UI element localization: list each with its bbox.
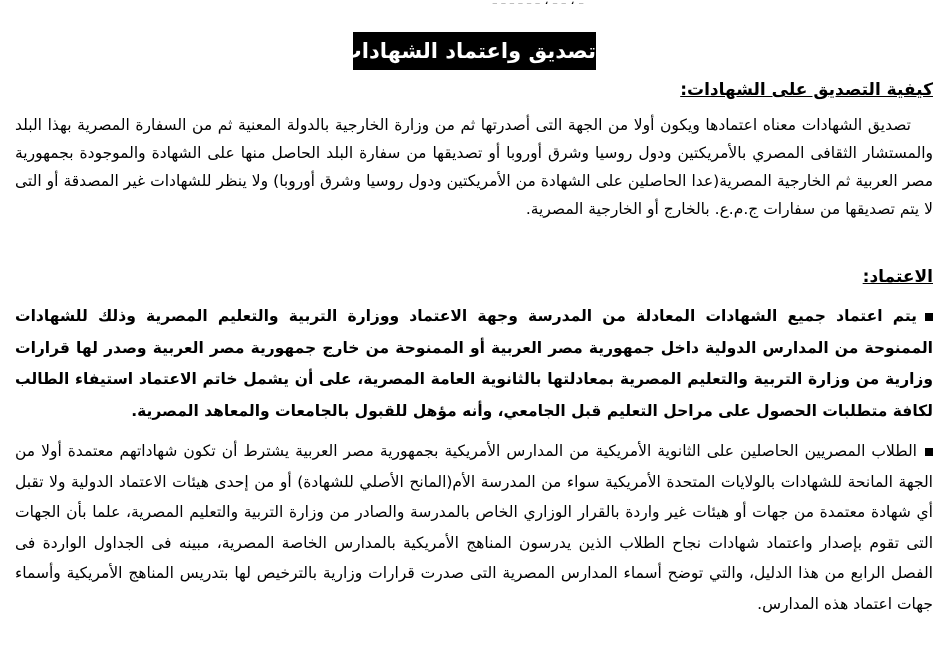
- certification-paragraph-text: تصديق الشهادات معناه اعتمادها ويكون أولا من الجهة التى أصدرتها ثم من وزارة الخارجية بالدولة المعنية ثم من السفارة المصرية بهذا البلد والمستشار الثقافى المصري بالأمريكتين ودول روسيا وشرق أوروبا أو تصديقها من سفارة البلد الحاصل منها على الشهادة والموجودة بجمهورية مصر العربية ثم الخارجية المصرية(عدا الحاصلين على الشهادة من الأمريكتين ودول روسيا وشرق أوروبا) ولا ينظر للشهادات غير المصدقة أو التى لا يتم تصديقها من سفارات ج.م.ع. بالخارج أو الخارجية المصرية.: [15, 116, 933, 218]
- accreditation-bullet-2-text: الطلاب المصريين الحاصلين على الثانوية الأمريكية من المدارس الأمريكية بجمهورية مصر العربية يشترط أن تكون شهاداتهم معتمدة أولا من الجهة المانحة للشهادات بالولايات المتحدة الأمريكية سواء من المدرسة الأم(المانح الأصلي للشهادة) أو من إحدى هيئات الاعتماد الدولية ولا تقبل أي شهادة معتمدة من جهات أو هيئات غير واردة بالقرار الوزاري الخاص بالمدرسة والصادر من وزارة التربية والتعليم المصرية، علما بأن الجهات التى تقوم بإصدار واعتماد شهادات نجاح الطلاب الذين يدرسون المناهج الأمريكية بالمدارس الخاصة المصرية، مبينه فى الجداول الواردة فى الفصل الرابع من هذا الدليل، والتي توضح أسماء المدارس المصرية التى صدرت قرارات وزارية بالترخيص لها بتدريس المناهج الأمريكية وأسماء جهات اعتماد هذه المدارس.: [15, 442, 933, 613]
- square-bullet-icon: [925, 313, 933, 321]
- accreditation-bullet-1-text: يتم اعتماد جميع الشهادات المعادلة من المدرسة وجهة الاعتماد ووزارة التربية والتعليم المصرية وذلك للشهادات الممنوحة من المدارس الدولية داخل جمهورية مصر العربية أو الممنوحة من خارج جمهورية مصر العربية وصدر لها قرارات وزارية من وزارة التربية والتعليم المصرية بمعادلتها بالثانوية العامة المصرية، على أن يشمل خاتم الاعتماد استيفاء الطالب لكافة متطلبات الحصول على مراحل التعليم قبل الجامعي، وأنه مؤهل للقبول بالجامعات والمعاهد المصرية.: [15, 307, 933, 420]
- page-title: تصديق واعتماد الشهادات: [353, 32, 596, 70]
- accreditation-bullet-1: [15, 301, 933, 427]
- accreditation-bullet-2: [15, 436, 933, 619]
- certification-paragraph: [15, 111, 933, 223]
- cut-off-top-line: [148, 0, 928, 4]
- section-heading-accreditation: الاعتماد:: [862, 267, 933, 287]
- section-heading-certification: كيفية التصديق على الشهادات:: [680, 80, 933, 100]
- square-bullet-icon: [925, 448, 933, 456]
